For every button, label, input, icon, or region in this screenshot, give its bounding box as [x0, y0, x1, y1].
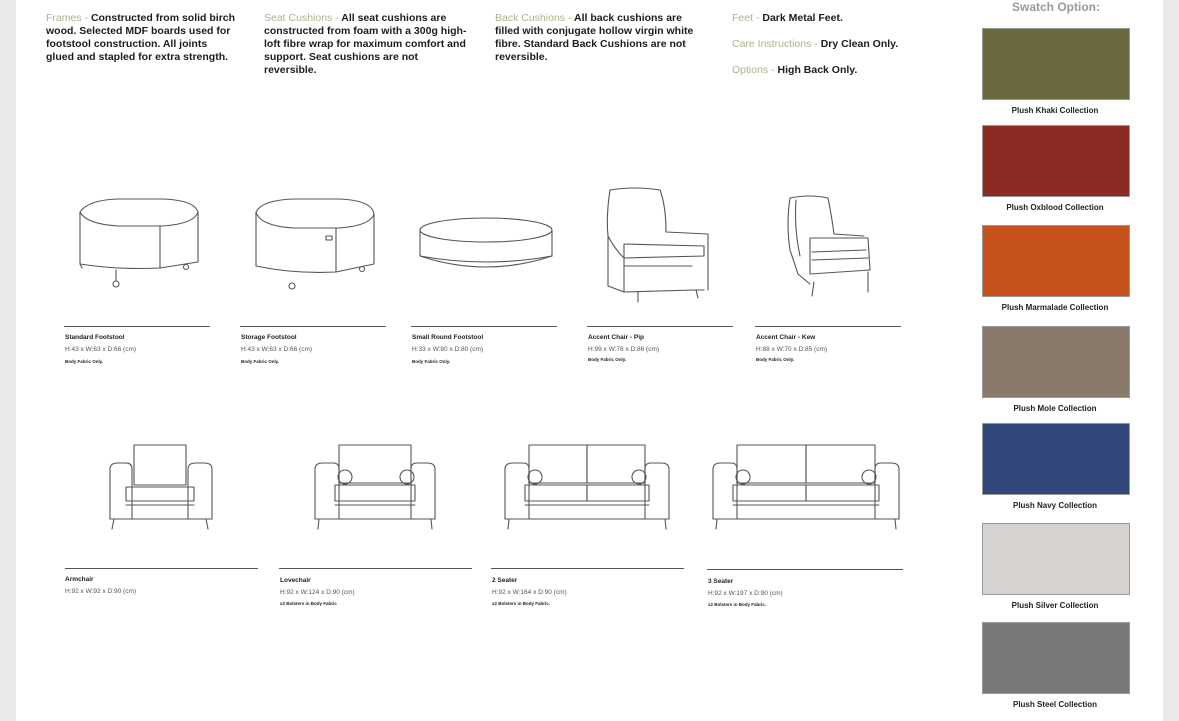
round-footstool-drawing [418, 216, 554, 276]
product-note: x2 Bolsters in Body Fabric. [492, 601, 551, 606]
spec-label: Back Cushions [495, 12, 566, 24]
divider-line [279, 568, 472, 569]
spec-label: Feet [732, 12, 754, 24]
standard-footstool-drawing [78, 196, 200, 292]
spec-care [732, 38, 952, 51]
spec-separator: - [84, 12, 89, 24]
swatch-label: Plush Steel Collection [1012, 700, 1097, 709]
swatch-label: Plush Oxblood Collection [1006, 203, 1104, 212]
swatch-marmalade[interactable] [982, 225, 1130, 297]
swatch-navy[interactable] [982, 423, 1130, 495]
spec-separator: - [755, 12, 760, 24]
product-name: Accent Chair - Pip [588, 334, 644, 341]
product-dimensions: H:92 x W:164 x D:90 (cm) [492, 589, 567, 596]
accent-chair-kew-drawing [784, 194, 874, 298]
spec-text: Dry Clean Only. [820, 38, 899, 50]
spec-label: Care Instructions [732, 38, 812, 50]
spec-separator: - [335, 12, 339, 24]
swatch-steel[interactable] [982, 622, 1130, 694]
spec-label: Seat Cushions [264, 12, 333, 24]
accent-chair-pip-drawing [604, 186, 714, 304]
spec-separator: - [567, 12, 572, 24]
swatch-oxblood[interactable] [982, 125, 1130, 197]
swatch-label: Plush Mole Collection [1013, 404, 1097, 413]
product-note: Body Fabric Only. [241, 359, 280, 364]
spec-text: Constructed from solid birch wood. Selected MDF boards used for footstool construction. All joints glued and stapled for extra strength. [46, 12, 236, 63]
spec-options [732, 64, 952, 77]
product-name: Standard Footstool [65, 334, 125, 341]
product-note: Body Fabric Only. [588, 357, 627, 362]
product-name: Storage Footstool [241, 334, 297, 341]
divider-line [755, 326, 901, 327]
spec-separator: - [771, 64, 775, 76]
spec-frames [46, 12, 238, 64]
spec-seat-cushions [264, 12, 469, 77]
product-dimensions: H:33 x W:80 x D:80 (cm) [412, 346, 484, 353]
product-name: 2 Seater [492, 577, 518, 584]
divider-line [240, 326, 386, 327]
spec-sheet-page [16, 0, 1163, 721]
product-note: x2 Bolsters in Body Fabric. [708, 602, 767, 607]
swatch-mole[interactable] [982, 326, 1130, 398]
swatch-khaki[interactable] [982, 28, 1130, 100]
divider-line [411, 326, 557, 327]
product-name: Accent Chair - Kew [756, 334, 816, 341]
product-name: Lovechair [280, 577, 311, 584]
divider-line [707, 569, 903, 570]
product-dimensions: H:88 x W:70 x D:85 (cm) [756, 346, 828, 353]
spec-text: All back cushions are filled with conjugate hollow virgin white fibre. Standard Back Cushions are not reversible. [495, 12, 694, 63]
product-name: Small Round Footstool [412, 334, 484, 341]
spec-text: All seat cushions are constructed from foam with a 300g high-loft fibre wrap for maximum comfort and support. Seat cushions are not reversible. [264, 12, 467, 76]
product-name: Armchair [65, 576, 94, 583]
product-dimensions: H:92 x W:124 x D:90 (cm) [280, 589, 355, 596]
product-note: Body Fabric Only. [412, 359, 451, 364]
swatch-label: Plush Navy Collection [1012, 501, 1098, 510]
product-note: Body Fabric Only. [65, 359, 104, 364]
swatch-silver[interactable] [982, 523, 1130, 595]
spec-feet [732, 12, 952, 25]
product-dimensions: H:92 x W:92 x D:90 (cm) [65, 588, 137, 595]
spec-label: Frames [46, 12, 82, 24]
swatch-label: Plush Marmalade Collection [1001, 303, 1109, 312]
swatch-label: Plush Silver Collection [1011, 601, 1099, 610]
product-name: 3 Seater [708, 578, 734, 585]
spec-text: Dark Metal Feet. [762, 12, 843, 24]
product-note: x2 Bolsters in Body Fabric [280, 601, 337, 606]
two-seater-drawing [503, 443, 671, 531]
product-dimensions: H:43 x W:63 x D:66 (cm) [65, 346, 137, 353]
spec-text: High Back Only. [777, 64, 858, 76]
divider-line [491, 568, 684, 569]
armchair-drawing [108, 443, 214, 531]
divider-line [65, 568, 258, 569]
three-seater-drawing [711, 443, 901, 531]
swatch-label: Plush Khaki Collection [1011, 106, 1099, 115]
divider-line [587, 326, 733, 327]
spec-back-cushions [495, 12, 703, 64]
divider-line [64, 326, 210, 327]
lovechair-drawing [313, 443, 437, 531]
product-dimensions: H:99 x W:78 x D:86 (cm) [588, 346, 660, 353]
product-dimensions: H:43 x W:63 x D:66 (cm) [241, 346, 313, 353]
storage-footstool-drawing [254, 196, 376, 292]
swatch-title: Swatch Option: [1012, 0, 1100, 14]
product-dimensions: H:92 x W:197 x D:90 (cm) [708, 590, 783, 597]
product-note: Body Fabric Only. [756, 357, 795, 362]
spec-separator: - [814, 38, 818, 50]
spec-label: Options [732, 64, 769, 76]
